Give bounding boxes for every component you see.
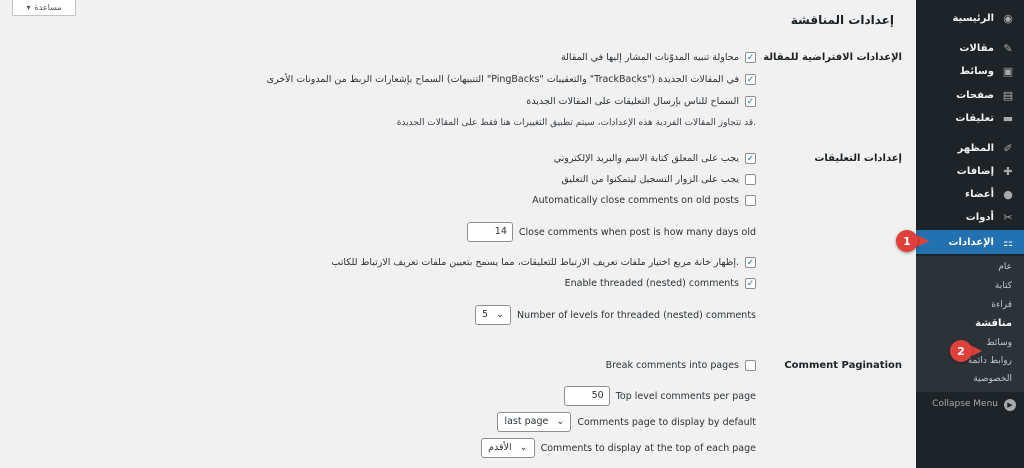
submenu-item-media[interactable]: وسائط — [986, 338, 1012, 348]
option-row-allow-pingbacks[interactable] — [267, 74, 756, 85]
step-badge-2: 2 — [950, 340, 972, 362]
override-note: قد تتجاوز المقالات الفردية هذه الإعدادات، سيتم تطبيق التغييرات هنا فقط على المقالات الجديدة. — [396, 118, 756, 128]
step-badge-1: 1 — [896, 230, 918, 252]
option-row-thread-levels — [475, 305, 756, 325]
sidebar-item-dashboard[interactable] — [916, 7, 1024, 29]
option-label: Automatically close comments on old posts — [532, 195, 739, 206]
show-cookies-checkbox[interactable]: ✓ — [746, 257, 755, 268]
option-label: Break comments into pages — [605, 360, 739, 371]
sidebar-item-comments[interactable] — [916, 107, 1024, 129]
auto-close-checkbox[interactable] — [745, 195, 756, 206]
sidebar-item-label: المظهر — [957, 142, 994, 154]
sidebar-item-label: إضافات — [956, 165, 994, 177]
option-label: يجب على الزوار التسجيل ليتمكنوا من التعليق — [561, 174, 739, 185]
notify-blogs-checkbox[interactable]: ✓ — [746, 52, 755, 63]
badge-pointer — [917, 235, 929, 247]
submenu-item-discussion[interactable]: مناقشة — [975, 318, 1012, 329]
chevron-down-icon: ⌄ — [556, 416, 565, 427]
chevron-down-icon: ▾ — [26, 3, 31, 12]
sidebar-item-label: وسائط — [959, 65, 994, 77]
sidebar-item-label: أعضاء — [965, 188, 994, 200]
sidebar-item-media[interactable] — [916, 60, 1024, 82]
option-row-allow-comments[interactable] — [526, 96, 756, 107]
order-select[interactable] — [481, 438, 534, 458]
sidebar-item-users[interactable] — [916, 183, 1024, 205]
plugin-icon: ✚ — [1003, 164, 1013, 178]
option-row-per-page — [564, 386, 756, 406]
admin-sidebar — [916, 0, 1024, 468]
collapse-menu-label: Collapse Menu — [932, 399, 998, 409]
help-tab-label: مساعدة — [34, 3, 62, 12]
brush-icon: ✐ — [1003, 141, 1013, 155]
allow-comments-checkbox[interactable]: ✓ — [746, 96, 755, 107]
dashboard-icon: ◉ — [1003, 11, 1013, 25]
option-row-auto-close[interactable] — [532, 195, 756, 206]
require-registration-checkbox[interactable] — [745, 174, 756, 185]
sidebar-item-plugins[interactable] — [916, 160, 1024, 182]
submenu-item-permalinks[interactable]: روابط دائمة — [967, 356, 1012, 366]
media-icon: ▣ — [1002, 64, 1014, 78]
submenu-item-writing[interactable]: كتابة — [994, 281, 1012, 291]
pin-icon: ✎ — [1003, 41, 1013, 55]
help-tab-button[interactable] — [12, 0, 76, 16]
option-row-order — [481, 438, 756, 458]
submenu-item-privacy[interactable]: الخصوصية — [973, 374, 1012, 384]
close-days-input[interactable]: 14 — [467, 222, 513, 242]
option-row-notify-blogs[interactable] — [561, 52, 756, 63]
option-row-require-registration[interactable] — [561, 174, 756, 185]
require-name-email-checkbox[interactable]: ✓ — [746, 153, 755, 164]
wrench-icon: ✂ — [1003, 210, 1013, 224]
user-icon: ● — [1003, 187, 1013, 201]
option-row-threaded[interactable] — [565, 278, 756, 289]
sidebar-item-label: صفحات — [956, 89, 994, 101]
threaded-comments-checkbox[interactable]: ✓ — [746, 278, 755, 289]
sidebar-item-label: تعليقات — [955, 112, 994, 124]
option-row-require-name-email[interactable] — [554, 153, 756, 164]
section-label-default-article: الإعدادات الافتراضية للمقالة — [763, 52, 902, 63]
collapse-arrow-icon: ▶ — [1004, 399, 1016, 411]
option-label: Number of levels for threaded (nested) comments — [517, 309, 756, 321]
default-page-select[interactable] — [497, 412, 571, 432]
option-row-default-page — [497, 412, 756, 432]
sidebar-item-pages[interactable] — [916, 84, 1024, 106]
collapse-menu-button[interactable] — [916, 394, 1024, 416]
option-row-show-cookies[interactable] — [331, 257, 756, 268]
sidebar-item-label: أدوات — [965, 211, 994, 223]
sidebar-item-label: الإعدادات — [948, 236, 994, 248]
allow-pingbacks-checkbox[interactable]: ✓ — [746, 74, 755, 85]
option-label: Comments page to display by default — [577, 416, 756, 428]
sidebar-item-posts[interactable] — [916, 37, 1024, 59]
section-label-pagination: Comment Pagination — [784, 360, 902, 371]
option-label: السماح بإشعارات الربط من المدونات الأخرى (التنبيهات "PingBacks" والتعقيبات "TrackBacks") في المقالات الجديدة — [266, 74, 739, 85]
sidebar-item-tools[interactable] — [916, 206, 1024, 228]
select-value: الأقدم — [488, 442, 512, 453]
chevron-down-icon: ⌄ — [519, 442, 528, 453]
option-row-break-pages[interactable] — [606, 360, 756, 371]
sidebar-item-appearance[interactable] — [916, 137, 1024, 159]
pages-icon: ▤ — [1002, 88, 1014, 102]
option-label: يجب على المعلق كتابة الاسم والبريد الإلكتروني — [553, 153, 739, 164]
sidebar-item-label: مقالات — [959, 42, 994, 54]
option-row-close-days — [467, 222, 756, 242]
submenu-item-general[interactable]: عام — [998, 262, 1012, 272]
page-title: إعدادات المناقشة — [790, 13, 894, 27]
sidebar-item-settings[interactable] — [916, 230, 1024, 254]
sidebar-item-label: الرئيسية — [952, 12, 994, 24]
break-pages-checkbox[interactable] — [745, 360, 756, 371]
select-value: 5 — [482, 309, 489, 320]
comment-icon: ▬ — [1002, 111, 1014, 125]
option-label: السماح للناس بإرسال التعليقات على المقالات الجديدة — [526, 96, 739, 107]
submenu-item-reading[interactable]: قراءة — [991, 300, 1012, 310]
option-label: Enable threaded (nested) comments — [564, 278, 739, 289]
option-label: Comments to display at the top of each page — [540, 442, 756, 454]
select-value: last page — [504, 416, 549, 427]
settings-icon: ⚏ — [1003, 235, 1013, 249]
option-label: Close comments when post is how many days old — [518, 226, 756, 238]
settings-submenu — [916, 256, 1024, 392]
per-page-input[interactable]: 50 — [564, 386, 610, 406]
option-label: محاولة تنبيه المدوّنات المشار إليها في المقالة — [560, 52, 739, 63]
section-label-comments: إعدادات التعليقات — [814, 153, 902, 164]
option-label: Top level comments per page — [615, 390, 756, 402]
option-label: إظهار خانة مربع اختيار ملفات تعريف الارتباط للتعليقات، مما يسمح بتعيين ملفات تعريف الارتباط للكاتب. — [331, 257, 739, 268]
chevron-down-icon: ⌄ — [496, 309, 505, 320]
thread-levels-select[interactable] — [475, 305, 511, 325]
